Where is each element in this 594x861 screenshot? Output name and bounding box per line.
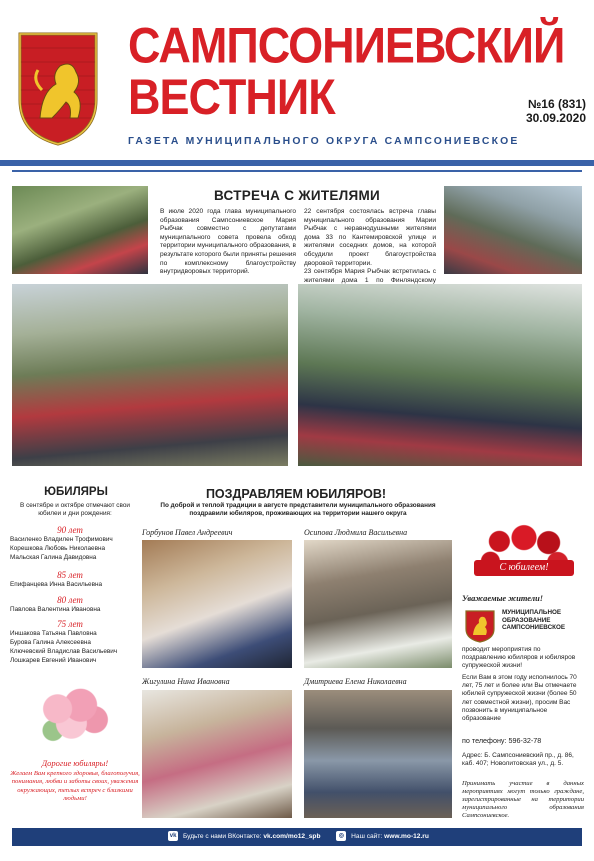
jubilee-name: Епифанцева Инна Васильевна xyxy=(10,581,103,588)
footer-site-label: Наш сайт: xyxy=(351,833,383,840)
flowers-illustration xyxy=(30,680,122,752)
masthead xyxy=(0,0,594,160)
photo-caption: Дмитриева Елена Николаевна xyxy=(304,677,407,686)
jubilee-name: Лошкарев Евгений Иванович xyxy=(10,657,97,664)
jubilee-name: Василенко Владилен Трофимович xyxy=(10,536,113,543)
jubilee-name: Мальская Галина Давидовна xyxy=(10,554,97,561)
coat-of-arms-icon xyxy=(12,30,104,148)
wishes-text: Желаем Вам крепкого здоровья, благополучия, понимания, любви и заботы своих, уважения окружающих, теплых встреч с близкими людьми! xyxy=(10,770,140,802)
vk-icon: vk xyxy=(169,833,177,840)
address-text: Адрес: Б. Сампсониевский пр., д. 86, каб. 407; Новолитовская ул., д. 5. xyxy=(462,752,574,768)
issue-date: 30.09.2020 xyxy=(525,111,586,125)
jubilee-name: Корешкова Любовь Николаевна xyxy=(10,545,106,552)
header-divider-thin xyxy=(12,170,582,172)
municipal-emblem-icon xyxy=(464,609,496,643)
meeting-paragraph-sept23: 23 сентября Мария Рыбчак встретилась с жителями дома 1 по Финляндскому xyxy=(304,268,436,284)
age-85: 85 лет xyxy=(57,570,83,580)
wishes-title: Дорогие юбиляры! xyxy=(41,758,109,768)
invite-text: Если Вам в этом году исполнилось 70 лет, 75 лет и более или Вы отмечаете юбилей супружеской жизни (более 50 лет совместной жизни), просим Вас позвонить в муниципальное образование xyxy=(462,674,577,723)
jubilee-name: Павлова Валентина Ивановна xyxy=(10,606,101,613)
age-80: 80 лет xyxy=(57,595,83,605)
footer-bar xyxy=(12,828,582,846)
jubilees-intro: В сентябре и октябре отмечают свои юбилеи и дни рождения: xyxy=(20,502,130,517)
congrats-subheading: По доброй и теплой традиции в августе представители муниципального образования поздравили юбиляров, проживающих на территории нашего округа xyxy=(160,502,436,517)
photo-caption: Горбунов Павел Андреевич xyxy=(142,528,233,537)
jubilees-heading: ЮБИЛЯРЫ xyxy=(44,486,108,498)
photo-caption: Осипова Людмила Васильевна xyxy=(304,528,408,537)
photo-jubilee-dmitrieva xyxy=(304,690,452,818)
issue-info xyxy=(516,97,586,125)
masthead-title-line1: САМПСОНИЕВСКИЙ xyxy=(128,16,565,74)
photo-jubilee-zhigulina xyxy=(142,690,292,818)
photo-jubilee-osipova xyxy=(304,540,452,668)
phone-number: по телефону: 596-32-78 xyxy=(462,736,542,745)
photo-meeting-large-left xyxy=(12,284,288,466)
jubilee-name: Иншакова Татьяна Павловна xyxy=(10,630,97,637)
jubilee-name: Бурова Галина Алексеевна xyxy=(10,639,91,646)
footer-vk-label: Будьте с нами ВКонтакте: xyxy=(182,833,262,840)
photo-meeting-right xyxy=(444,186,582,274)
photo-jubilee-gorbunov xyxy=(142,540,292,668)
congrats-heading: ПОЗДРАВЛЯЕМ ЮБИЛЯРОВ! xyxy=(205,487,387,501)
age-90: 90 лет xyxy=(57,525,83,535)
jubilee-name: Ключевский Владислав Васильевич xyxy=(10,648,118,655)
issue-number: №16 (831) xyxy=(527,97,586,111)
masthead-title-line2: ВЕСТНИК xyxy=(128,68,335,126)
meeting-column-2 xyxy=(304,208,436,294)
footer-site-link[interactable]: www.mo-12.ru xyxy=(384,833,429,840)
header-divider xyxy=(0,160,594,166)
meeting-paragraph-sept22: 22 сентября состоялась встреча главы муниципального образования Марии Рыбчак с неравнодушными жителями дома 33 по Кантемировской улице и жителями соседних домов, на которой обсудили проект благоустройства дворовой территории. xyxy=(304,208,436,267)
age-75: 75 лет xyxy=(57,619,83,629)
photo-caption: Жигулина Нина Ивановна xyxy=(142,677,230,686)
globe-icon: ◎ xyxy=(336,831,346,841)
footer-vk-link[interactable]: vk.com/mo12_spb xyxy=(263,833,321,840)
tagline: ГАЗЕТА МУНИЦИПАЛЬНОГО ОКРУГА САМПСОНИЕВСКОЕ xyxy=(128,136,520,147)
meeting-column-1: В июле 2020 года глава муниципального образования Сампсониевское Мария Рыбчак совместно с депутатами муниципального совета провела обход территории муниципального образования, в результате которого были приняты решения по комплексному благоустройству внутридворовых территорий. xyxy=(160,208,296,276)
events-text: проводит мероприятия по поздравлению юбиляров и юбиляров супружеской жизни! xyxy=(462,646,576,670)
dear-residents: Уважаемые жители! xyxy=(462,594,543,603)
meeting-heading: ВСТРЕЧА С ЖИТЕЛЯМИ xyxy=(213,188,381,203)
photo-meeting-left xyxy=(12,186,148,274)
roses-card xyxy=(468,524,580,586)
participation-note: Принимать участие в данных мероприятиях могут только граждане, зарегистрированные на территории муниципального образования Сампсониевское. xyxy=(462,780,584,819)
jubilee-card-text: С юбилеем! xyxy=(474,560,574,576)
photo-meeting-large-right xyxy=(298,284,582,466)
municipal-name: МУНИЦИПАЛЬНОЕ ОБРАЗОВАНИЕ САМПСОНИЕВСКОЕ xyxy=(502,609,566,632)
